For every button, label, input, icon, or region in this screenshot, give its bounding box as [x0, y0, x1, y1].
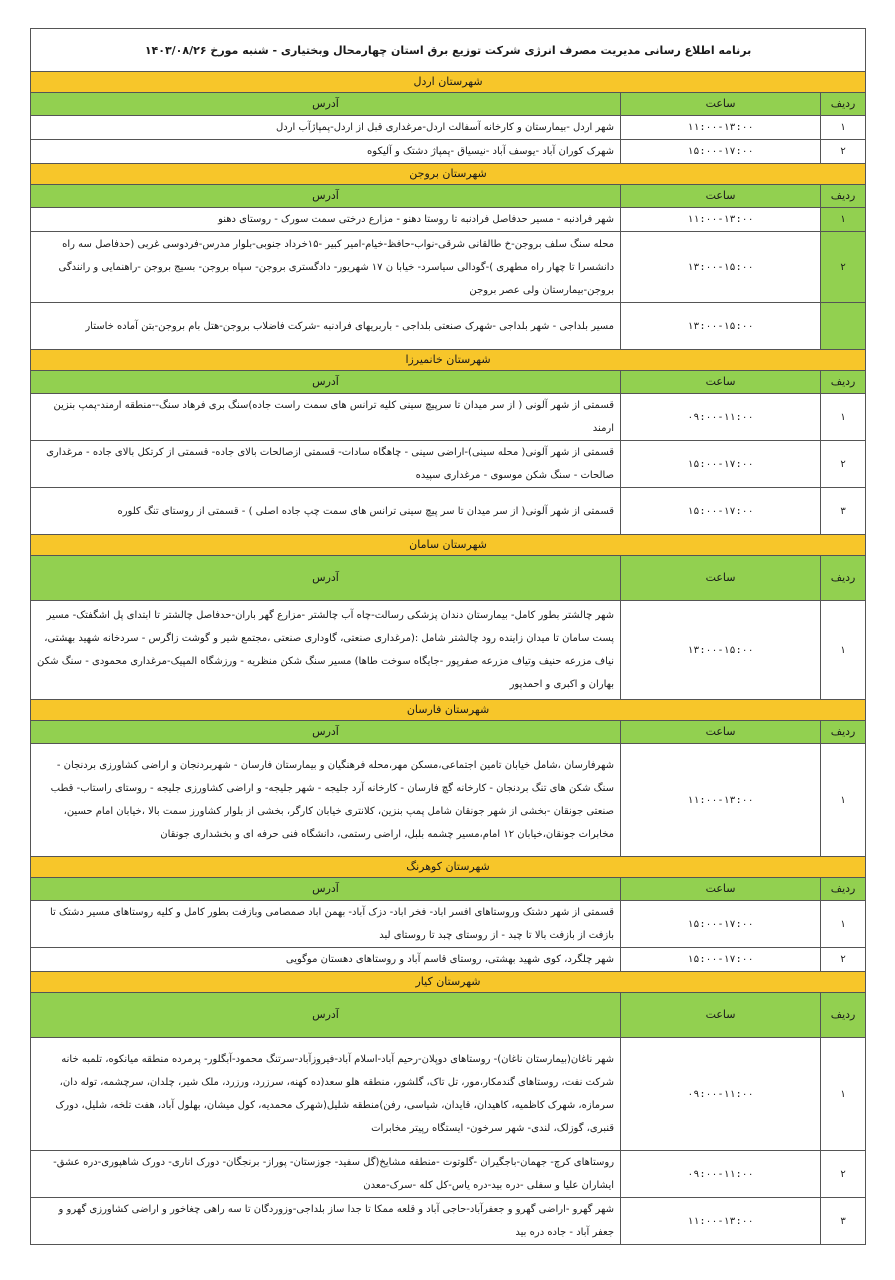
header-row: [31, 185, 866, 208]
row-time: ۰۹:۰۰-۱۱:۰۰: [621, 394, 821, 441]
table-row: [31, 1038, 866, 1151]
row-time: ۱۳:۰۰-۱۵:۰۰: [621, 303, 821, 350]
city-name: شهرستان کوهرنگ: [31, 857, 866, 878]
row-number: ۱: [821, 744, 866, 857]
city-row: [31, 535, 866, 556]
city-name: شهرستان خانمیرزا: [31, 350, 866, 371]
row-time: ۱۵:۰۰-۱۷:۰۰: [621, 488, 821, 535]
table-row: [31, 744, 866, 857]
row-address: قسمتی از شهر آلونی ( از سر میدان تا سرپیچ سینی کلیه ترانس های سمت راست جاده)سنگ بری فرهاد سنگ--منطقه ارمند-پمپ بنزین ارمند: [31, 394, 621, 441]
city-name: شهرستان بروجن: [31, 164, 866, 185]
row-time: ۰۹:۰۰-۱۱:۰۰: [621, 1038, 821, 1151]
header-saat: ساعت: [621, 993, 821, 1038]
row-number: ۱: [821, 394, 866, 441]
header-adres: آدرس: [31, 556, 621, 601]
row-time: ۱۵:۰۰-۱۷:۰۰: [621, 441, 821, 488]
header-adres: آدرس: [31, 371, 621, 394]
table-row: [31, 1198, 866, 1245]
row-address: روستاهای کرچ- جهمان-باجگیران -گلوتوت -منطقه مشایخ(گل سفید- جوزستان- پوراز- برنجگان- دورک اناری- دورک شاهپوری-دره عشق- ایشاران علیا و سفلی -دره بید-دره یاس-کل کله -سرک-معدن: [31, 1151, 621, 1198]
header-saat: ساعت: [621, 93, 821, 116]
city-row: [31, 72, 866, 93]
header-adres: آدرس: [31, 93, 621, 116]
city-row: [31, 164, 866, 185]
header-adres: آدرس: [31, 185, 621, 208]
row-number: ۲: [821, 441, 866, 488]
header-radif: ردیف: [821, 93, 866, 116]
row-time: ۱۵:۰۰-۱۷:۰۰: [621, 140, 821, 164]
header-adres: آدرس: [31, 721, 621, 744]
header-saat: ساعت: [621, 556, 821, 601]
row-address: شهر گهرو -اراضی گهرو و جعفرآباد-حاجی آباد و قلعه ممکا تا جدا ساز بلداجی-وزوردگان تا سه راهی چغاخور و اراضی کشاورزی گهرو و جعفر آباد - جاده دره بید: [31, 1198, 621, 1245]
table-row: [31, 140, 866, 164]
table-row: [31, 394, 866, 441]
table-row: [31, 116, 866, 140]
city-name: شهرستان کیار: [31, 972, 866, 993]
table-row: [31, 303, 866, 350]
row-address: محله سنگ سلف بروجن-خ طالقانی شرقی-نواب-حافظ-خیام-امیر کبیر -۱۵خرداد جنوبی-بلوار مدرس-فردوسی غربی (حدفاصل سه راه دانشسرا تا چهار راه مطهری )-گودالی سیاسرد- خیابا ن ۱۷ شهریور- دادگستری بروجن- سپاه بروجن- بسیج بروجن -راهنمایی و رانندگی بروجن-بیمارستان ولی عصر بروجن: [31, 232, 621, 303]
row-address: قسمتی از شهر آلونی( محله سینی)-اراضی سینی - چاهگاه سادات- قسمتی ازصالحات بالای جاده- قسمتی از کرتکل بالای جاده - مرغداری صالحات - سنگ شکن موسوی - مرغداری سپیده: [31, 441, 621, 488]
row-time: ۱۱:۰۰-۱۳:۰۰: [621, 744, 821, 857]
page-title: برنامه اطلاع رسانی مدیریت مصرف انرژی شرکت توزیع برق استان چهارمحال وبختیاری - شنبه مورخ ۱۴۰۳/۰۸/۲۶: [31, 29, 866, 72]
row-number: ۱: [821, 1038, 866, 1151]
schedule-table: [30, 28, 866, 1245]
row-address: شهر اردل -بیمارستان و کارخانه آسفالت اردل-مرغداری قبل از اردل-پمپاژآب اردل: [31, 116, 621, 140]
schedule-body: [31, 29, 866, 1245]
header-radif: ردیف: [821, 556, 866, 601]
city-row: [31, 857, 866, 878]
header-saat: ساعت: [621, 878, 821, 901]
row-number: ۱: [821, 601, 866, 700]
row-number: ۳: [821, 1198, 866, 1245]
row-time: ۱۳:۰۰-۱۵:۰۰: [621, 232, 821, 303]
row-number: ۳: [821, 488, 866, 535]
row-time: ۱۵:۰۰-۱۷:۰۰: [621, 901, 821, 948]
header-radif: ردیف: [821, 371, 866, 394]
row-address: شهرفارسان ،شامل خیابان تامین اجتماعی،مسکن مهر،محله فرهنگیان و بیمارستان فارسان - شهربردنجان و اراضی کشاورزی بردنجان - سنگ شکن های تنگ بردنجان - کارخانه گچ فارسان - کارخانه آرد جلیجه - شهر جلیجه- و اراضی کشاورزی جلیجه - روستای راستاب- قطب صنعتی جونقان -بخشی از شهر جونقان شامل پمپ بنزین، کلانتری خیابان کارگر، بخشی از بلوار کشاورز سمت بالا ،خیابان امام حسین، مخابرات جونقان،خیابان ۱۲ امام،مسیر چشمه بلبل، اراضی رستمی، دانشگاه فنی حرفه ای و بخشداری جونقان: [31, 744, 621, 857]
table-row: [31, 488, 866, 535]
header-row: [31, 878, 866, 901]
table-row: [31, 441, 866, 488]
city-name: شهرستان فارسان: [31, 700, 866, 721]
header-adres: آدرس: [31, 878, 621, 901]
row-number: ۱: [821, 116, 866, 140]
row-number: ۲: [821, 140, 866, 164]
row-address: قسمتی از شهر دشتک وروستاهای افسر اباد- فخر اباد- دزک آباد- بهمن اباد صمصامی وبازفت بطور کامل و کلیه روستاهای مسیر دشتک تا بازفت از بازفت بالا تا چبد - از روستای چبد تا روستای لبد: [31, 901, 621, 948]
city-name: شهرستان اردل: [31, 72, 866, 93]
row-address: مسیر بلداجی - شهر بلداجی -شهرک صنعتی بلداجی - باربریهای فرادنبه -شرکت فاضلاب بروجن-هتل بام بروجن-بتن آماده خاستار: [31, 303, 621, 350]
header-radif: ردیف: [821, 993, 866, 1038]
city-name: شهرستان سامان: [31, 535, 866, 556]
table-row: [31, 208, 866, 232]
city-row: [31, 700, 866, 721]
header-row: [31, 371, 866, 394]
row-time: ۱۱:۰۰-۱۳:۰۰: [621, 1198, 821, 1245]
header-row: [31, 993, 866, 1038]
row-address: قسمتی از شهر آلونی( از سر میدان تا سر پیچ سینی ترانس های سمت چپ جاده اصلی ) - قسمتی از روستای تنگ کلوره: [31, 488, 621, 535]
row-number: ۲: [821, 1151, 866, 1198]
row-time: ۱۱:۰۰-۱۳:۰۰: [621, 116, 821, 140]
row-number: ۱: [821, 208, 866, 232]
header-saat: ساعت: [621, 721, 821, 744]
table-row: [31, 901, 866, 948]
row-address: شهر فرادنبه - مسیر حدفاصل فرادنبه تا روستا دهنو - مزارع درختی سمت سورک - روستای دهنو: [31, 208, 621, 232]
row-time: ۱۱:۰۰-۱۳:۰۰: [621, 208, 821, 232]
row-number: [821, 303, 866, 350]
row-time: ۰۹:۰۰-۱۱:۰۰: [621, 1151, 821, 1198]
schedule-document: [30, 28, 865, 1245]
header-saat: ساعت: [621, 371, 821, 394]
table-row: [31, 948, 866, 972]
row-number: ۲: [821, 948, 866, 972]
row-number: ۲: [821, 232, 866, 303]
row-address: شهر ناغان(بیمارستان ناغان)- روستاهای دوپلان-رحیم آباد-اسلام آباد-فیروزآباد-سرتنگ محمود-آبگلور- پرمرده منطقه میانکوه، تلمبه خانه شرکت نفت، روستاهای گندمکار،مور، تل تاک، گلشور، منطقه هلو سعد(ده کهنه، سرزرد، ورزرد، ملک شیر، چلدان، سرچشمه، توله دان، سرمازه، شهرک کاظمیه، کاهیدان، قایدان، شیاسی، رفن)منطقه شلیل(شهرک محمدیه، کول میشان، بهلول آباد، هفت تلخه، شلیل، دورک قنبری، گوزلک، لندی- شهر سرخون- ایستگاه رپیتر مخابرات: [31, 1038, 621, 1151]
row-address: شهر چالشتر بطور کامل- بیمارستان دندان پزشکی رسالت-چاه آب چالشتر -مزارع گهر باران-حدفاصل چالشتر تا ابتدای پل اشگفتک- مسیر پست سامان تا میدان زاینده رود چالشتر شامل :(مرغداری صنعتی، گاوداری صنعتی ،مجتمع شیر و گوشت زاگرس - سردخانه شهید بهشتی، نیاف مزرعه حنیف وتیاف مزرعه صفرپور -جایگاه سوخت طاها) مسیر سنگ شکن منظریه - ورزشگاه المپیک-مرغداری محمودی - سنگ شکن بهاران و اکبری و احمدپور: [31, 601, 621, 700]
table-row: [31, 232, 866, 303]
header-row: [31, 93, 866, 116]
table-row: [31, 1151, 866, 1198]
city-row: [31, 350, 866, 371]
header-adres: آدرس: [31, 993, 621, 1038]
row-number: ۱: [821, 901, 866, 948]
header-radif: ردیف: [821, 185, 866, 208]
row-time: ۱۳:۰۰-۱۵:۰۰: [621, 601, 821, 700]
row-time: ۱۵:۰۰-۱۷:۰۰: [621, 948, 821, 972]
row-address: شهرک کوران آباد -یوسف آباد -نیسیاق -پمپاژ دشتک و آلیکوه: [31, 140, 621, 164]
header-radif: ردیف: [821, 721, 866, 744]
row-address: شهر چلگرد، کوی شهید بهشتی، روستای قاسم آباد و روستاهای دهستان موگویی: [31, 948, 621, 972]
header-row: [31, 721, 866, 744]
header-radif: ردیف: [821, 878, 866, 901]
table-row: [31, 601, 866, 700]
header-row: [31, 556, 866, 601]
title-row: [31, 29, 866, 72]
header-saat: ساعت: [621, 185, 821, 208]
city-row: [31, 972, 866, 993]
